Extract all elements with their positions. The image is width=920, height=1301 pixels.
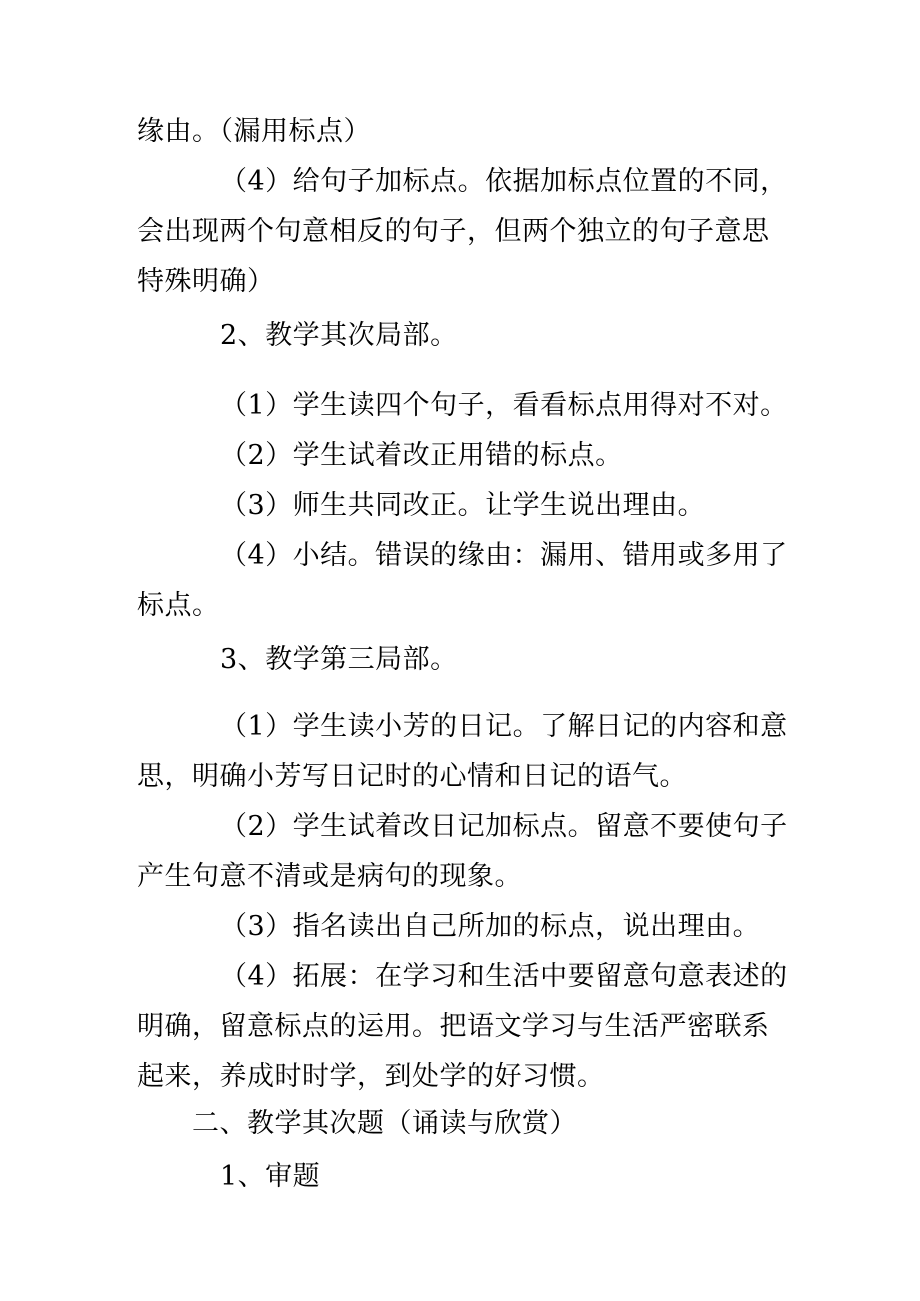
section-heading: 3、教学第三局部。 — [220, 644, 458, 675]
paragraph-line: 标点。 — [137, 590, 220, 621]
section-heading: 2、教学其次局部。 — [220, 320, 458, 351]
paragraph-line: 起来，养成时时学，到处学的好习惯。 — [137, 1061, 605, 1092]
section-heading: 1、审题 — [220, 1161, 321, 1192]
paragraph-line: 产生句意不清或是病句的现象。 — [137, 861, 522, 892]
paragraph-line: 特殊明确） — [137, 266, 275, 297]
paragraph-line: （3）师生共同改正。让学生说出理由。 — [220, 490, 706, 521]
section-heading: 二、教学其次题（诵读与欣赏） — [192, 1108, 577, 1139]
paragraph-line: 缘由。（漏用标点） — [137, 116, 371, 147]
paragraph-line: （1）学生读四个句子，看看标点用得对不对。 — [220, 390, 788, 421]
paragraph-line: 会出现两个句意相反的句子，但两个独立的句子意思 — [137, 216, 770, 247]
paragraph-line: （2）学生试着改正用错的标点。 — [220, 440, 623, 471]
paragraph-line: （1）学生读小芳的日记。了解日记的内容和意 — [220, 711, 788, 742]
paragraph-line: （3）指名读出自己所加的标点，说出理由。 — [220, 911, 761, 942]
paragraph-line: （4）给句子加标点。依据加标点位置的不同， — [220, 166, 788, 197]
paragraph-line: 思，明确小芳写日记时的心情和日记的语气。 — [137, 761, 687, 792]
paragraph-line: 明确，留意标点的运用。把语文学习与生活严密联系 — [137, 1011, 770, 1042]
paragraph-line: （2）学生试着改日记加标点。留意不要使句子 — [220, 811, 788, 842]
paragraph-line: （4）拓展：在学习和生活中要留意句意表述的 — [220, 961, 788, 992]
paragraph-line: （4）小结。错误的缘由：漏用、错用或多用了 — [220, 540, 788, 571]
